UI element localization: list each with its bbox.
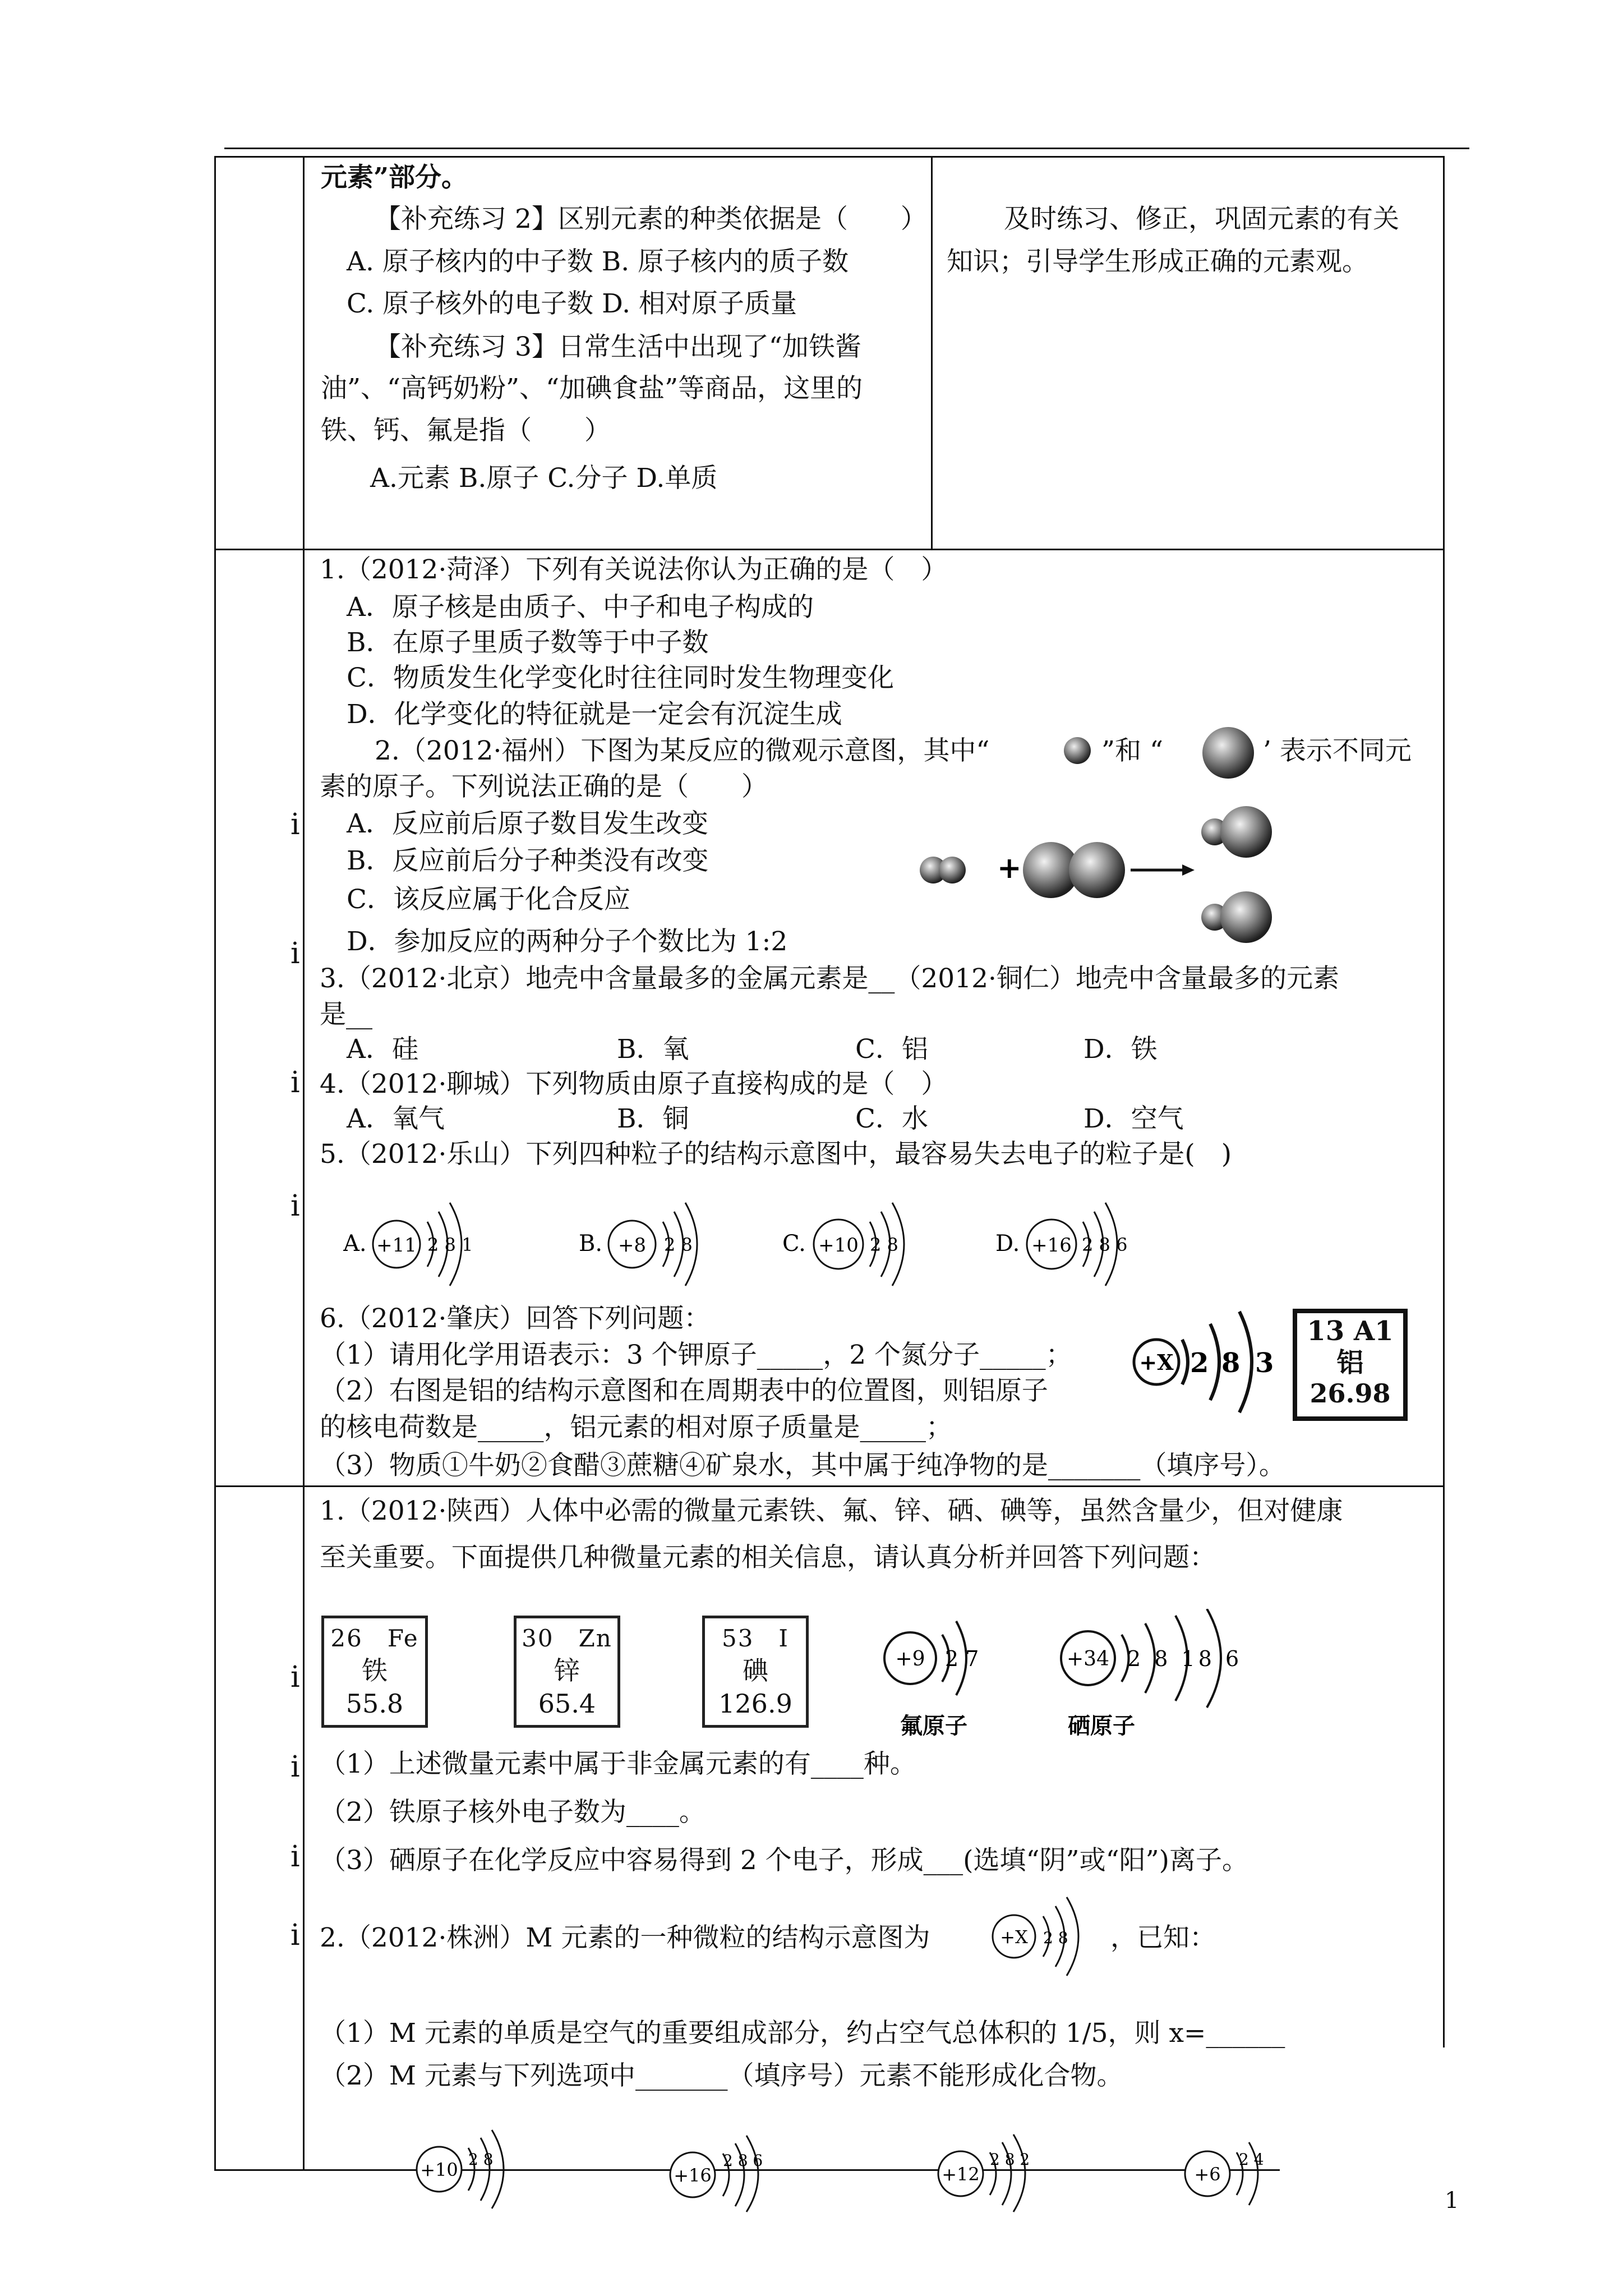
s1-ex2-cd: C. 原子核外的电子数 D. 相对原子质量 [347,288,797,319]
svg-text:+10: +10 [420,2159,458,2180]
tile-element-name: 碘 [743,1655,768,1686]
col-border-3 [931,156,933,550]
svg-text:2 8 18 6: 2 8 18 6 [1127,1646,1243,1671]
svg-text:2 8 1: 2 8 1 [427,1234,473,1255]
s2-q4-opt-c: C．水 [855,1103,928,1134]
s1-right-l1: 及时练习、修正，巩固元素的有关 [1004,204,1399,234]
tile-atomic-mass: 26.98 [1310,1378,1391,1409]
bottom-option-line [405,2169,1280,2171]
s2-q3-opt-b: B．氧 [617,1034,689,1065]
atom-diagram-a [343,1195,500,1290]
aluminum-structure-diagram [1127,1307,1290,1419]
s2-q2c: C．该反应属于化合反应 [347,884,630,915]
option-diagram-3 [934,2129,1046,2213]
s2-q4-opt-a: A．氧气 [347,1103,445,1134]
svg-text:氟原子: 氟原子 [900,1713,967,1739]
s3-q1-l1: 1.（2012·陕西）人体中必需的微量元素铁、氟、锌、硒、碘等，虽然含量少，但对健康 [320,1496,1343,1526]
s2-q1: 1.（2012·菏泽）下列有关说法你认为正确的是（ ） [320,554,948,585]
s2-q1a: A．原子核是由质子、中子和电子构成的 [347,592,814,623]
s3-q1-2: （2）铁原子核外电子数为____。 [320,1797,706,1828]
tile-number-symbol: 53 I [721,1625,790,1652]
svg-text:硒原子: 硒原子 [1068,1713,1135,1739]
tile-element-name: 铝 [1336,1347,1364,1378]
side-char: i [291,1189,300,1223]
s3-q2-b: ，已知： [1110,1922,1216,1953]
col-border-right [1443,156,1445,2047]
svg-text:2 8: 2 8 [1043,1929,1068,1947]
side-char: i [291,1918,300,1952]
small-atom-icon [1062,735,1093,766]
svg-text:2 8 6: 2 8 6 [723,2151,763,2170]
tile-number-symbol: 26 Fe [330,1625,419,1652]
s2-q2b: B．反应前后分子种类没有改变 [347,845,709,876]
svg-text:2: 2 [1190,1347,1209,1379]
element-tile-zn [514,1616,620,1728]
selenium-atom-diagram [1054,1609,1256,1743]
svg-text:+10: +10 [818,1234,859,1257]
side-char: i [291,808,300,841]
svg-text:+16: +16 [674,2165,712,2186]
s2-q3-l1: 3.（2012·北京）地壳中含量最多的金属元素是__（2012·铜仁）地壳中含量最多的元素 [320,963,1339,994]
s2-q3-opt-a: A．硅 [347,1034,418,1065]
svg-text:+X: +X [1139,1350,1174,1375]
svg-text:2 8: 2 8 [870,1234,898,1255]
svg-text:2 7: 2 7 [945,1646,979,1671]
s2-q4-opt-b: B．铜 [617,1103,689,1134]
page-number: 1 [1445,2188,1459,2214]
s3-q2-2: （2）M 元素与下列选项中_______（填序号）元素不能形成化合物。 [320,2060,1123,2091]
option-diagram-1 [412,2129,524,2213]
s2-q2-l1c: ’ 表示不同元 [1263,735,1412,766]
svg-text:+8: +8 [617,1234,647,1257]
row-border-1 [214,156,1445,158]
s2-q6-2a: （2）右图是铝的结构示意图和在周期表中的位置图，则铝原子 [320,1375,1048,1406]
s2-q6-3: （3）物质①牛奶②食醋③蔗糖④矿泉水，其中属于纯净物的是_______（填序号）。 [320,1450,1285,1481]
row-border-4 [214,2169,405,2171]
s2-q2-l2: 素的原子。下列说法正确的是（ ） [320,771,768,802]
svg-text:+9: +9 [895,1648,925,1671]
s2-q2a: A．反应前后原子数目发生改变 [347,808,708,839]
s1-ex3-l1: 【补充练习 3】日常生活中出现了“加铁酱 [375,332,861,362]
atom-diagram-b [579,1195,736,1290]
tile-element-name: 铁 [362,1655,388,1686]
s2-q5: 5.（2012·乐山）下列四种粒子的结构示意图中，最容易失去电子的粒子是( ) [320,1139,1232,1170]
s3-q2-1: （1）M 元素的单质是空气的重要组成部分，约占空气总体积的 1/5，则 x=______ [320,2018,1285,2049]
tile-element-name: 锌 [554,1655,580,1686]
svg-text:+11: +11 [376,1234,417,1257]
s2-q3-opt-d: D．铁 [1083,1034,1158,1065]
tile-number-symbol: 30 Zn [522,1625,612,1652]
s1-ex2-ab: A. 原子核内的中子数 B. 原子核内的质子数 [347,246,849,277]
side-char: i [291,1840,300,1874]
m-element-diagram [987,1892,1099,1981]
svg-text:3: 3 [1255,1347,1274,1379]
s2-q1d: D．化学变化的特征就是一定会有沉淀生成 [347,699,842,730]
option-diagram-4 [1181,2129,1281,2213]
s2-q2-l1a: 2.（2012·福州）下图为某反应的微观示意图，其中“ [375,735,990,766]
s2-q4-opt-d: D．空气 [1083,1103,1184,1134]
svg-text:C.: C. [782,1231,806,1257]
s2-q3-opt-c: C．铝 [855,1034,928,1065]
s3-q1-3: （3）硒原子在化学反应中容易得到 2 个电子，形成___(选填“阴”或“阳”)离子。 [320,1845,1248,1876]
s2-q6-2b: 的核电荷数是_____，铝元素的相对原子质量是_____； [320,1412,952,1443]
svg-text:2 8: 2 8 [468,2150,494,2169]
s1-ex3-l2: 油”、“高钙奶粉”、“加碘食盐”等商品，这里的 [321,373,863,404]
svg-text:+34: +34 [1067,1648,1109,1671]
large-atom-icon [1200,725,1256,781]
tile-atomic-mass: 126.9 [718,1688,792,1719]
element-tile-fe [321,1616,428,1728]
s1-intro: 元素”部分。 [321,162,468,193]
s2-q6-1: （1）请用化学用语表示：3 个钾原子_____，2 个氮分子_____； [320,1340,1072,1370]
row-border-2 [214,549,1445,550]
svg-text:+16: +16 [1031,1234,1072,1257]
svg-text:+: + [997,851,1022,885]
row-border-3 [214,1485,1445,1487]
diagram-label: A. [343,1231,367,1257]
s2-q4: 4.（2012·聊城）下列物质由原子直接构成的是（ ） [320,1069,948,1099]
side-char: i [291,937,300,970]
atom-diagram-d [995,1195,1152,1290]
side-char: i [291,1660,300,1694]
s1-ex2: 【补充练习 2】区别元素的种类依据是（ ） [375,204,927,234]
s3-q1-1: （1）上述微量元素中属于非金属元素的有____种。 [320,1749,916,1779]
tile-atomic-mass: 55.8 [345,1688,404,1719]
side-char: i [291,1750,300,1784]
svg-text:D.: D. [995,1231,1020,1257]
s2-q3-l2: 是__ [320,999,372,1030]
s2-q1b: B．在原子里质子数等于中子数 [347,627,709,658]
top-rule [224,148,1469,149]
svg-text:2 4: 2 4 [1239,2150,1264,2169]
element-tile-i [702,1616,809,1728]
tile-number-symbol: 13 A1 [1307,1315,1394,1347]
col-border-2 [303,156,305,2171]
svg-text:+12: +12 [942,2164,980,2185]
reaction-diagram [914,797,1295,959]
svg-text:+6: +6 [1194,2164,1221,2185]
s2-q1c: C．物质发生化学变化时往往同时发生物理变化 [347,662,894,693]
svg-text:8: 8 [1221,1347,1241,1379]
atom-diagram-c [782,1195,939,1290]
s1-ex3-opts: A.元素 B.原子 C.分子 D.单质 [370,463,718,494]
s3-q1-l2: 至关重要。下面提供几种微量元素的相关信息，请认真分析并回答下列问题： [320,1542,1216,1573]
side-char: i [291,1066,300,1099]
svg-text:+X: +X [1000,1926,1028,1948]
svg-text:2 8 6: 2 8 6 [1082,1234,1128,1255]
s2-q6: 6.（2012·肇庆）回答下列问题： [320,1303,711,1334]
svg-text:2 8 2: 2 8 2 [990,2150,1030,2169]
s2-q2-l1b: ”和 “ [1101,735,1163,766]
s1-right-l2: 知识；引导学生形成正确的元素观。 [947,246,1368,277]
s1-ex3-l3: 铁、钙、氟是指（ ） [321,415,611,446]
fluorine-atom-diagram [878,1609,1007,1743]
svg-text:2 8: 2 8 [664,1234,693,1255]
aluminum-periodic-tile [1293,1309,1408,1421]
s3-q2-a: 2.（2012·株洲）M 元素的一种微粒的结构示意图为 [320,1922,930,1953]
option-diagram-2 [665,2129,777,2213]
col-border-left [214,156,216,2171]
s2-q2d: D．参加反应的两种分子个数比为 1:2 [347,926,788,957]
tile-atomic-mass: 65.4 [538,1688,596,1719]
svg-text:B.: B. [579,1231,603,1257]
